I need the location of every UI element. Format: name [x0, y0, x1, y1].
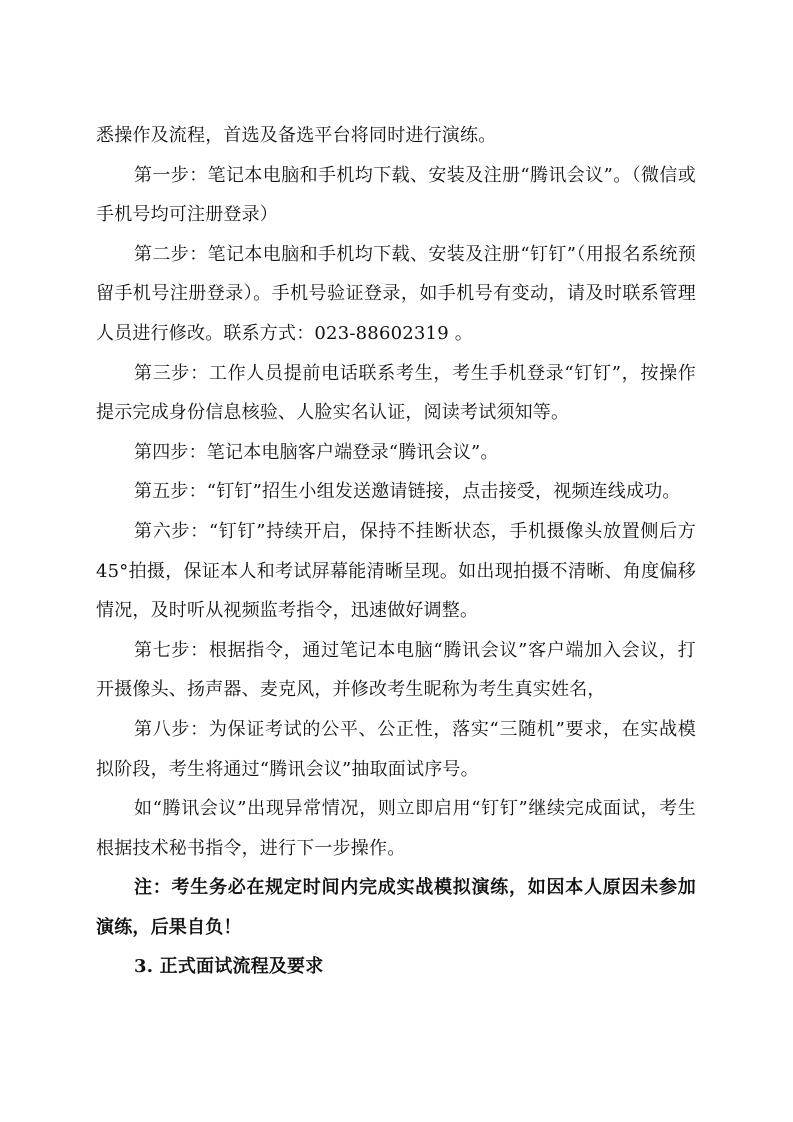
- section-heading: 3. 正式面试流程及要求: [134, 956, 324, 978]
- paragraph-step-6: 第六步：“钉钉”持续开启，保持不挂断状态，手机摄像头放置侧后方 45°拍摄，保证本人和考试屏幕能清晰呈现。如出现拍摄不清晰、角度偏移情况，及时听从视频监考指令，迅速做好调整。: [96, 520, 696, 622]
- document-body: [96, 116, 696, 987]
- paragraph-step-7: 第七步：根据指令，通过笔记本电脑“腾讯会议”客户端加入会议，打开摄像头、扬声器、麦克风，并修改考生昵称为考生真实姓名，: [96, 639, 696, 701]
- paragraph-step-5: 第五步：“钉钉”招生小组发送邀请链接，点击接受，视频连线成功。: [134, 481, 681, 503]
- note-paragraph: 注：考生务必在规定时间内完成实战模拟演练，如因本人原因未参加演练，后果自负！: [96, 877, 696, 938]
- paragraph-step-2: 第二步：笔记本电脑和手机均下载、安装及注册“钉钉”（用报名系统预留手机号注册登录）。手机号验证登录，如手机号有变动，请及时联系管理人员进行修改。联系方式：023-88602319 。: [96, 243, 696, 344]
- paragraph-step-4: 第四步：笔记本电脑客户端登录“腾讯会议”。: [134, 441, 499, 463]
- paragraph-step-3: 第三步：工作人员提前电话联系考生，考生手机登录“钉钉”，按操作提示完成身份信息核验、人脸实名认证，阅读考试须知等。: [96, 362, 696, 424]
- paragraph-step-8: 第八步：为保证考试的公平、公正性，落实“三随机”要求，在实战模拟阶段，考生将通过“腾讯会议”抽取面试序号。: [96, 718, 696, 780]
- paragraph-step-1: 第一步：笔记本电脑和手机均下载、安装及注册“腾讯会议”。（微信或手机号均可注册登录）: [96, 164, 696, 226]
- paragraph-continuation: 悉操作及流程，首选及备选平台将同时进行演练。: [96, 125, 497, 146]
- paragraph-fallback: 如“腾讯会议”出现异常情况，则立即启用“钉钉”继续完成面试，考生根据技术秘书指令，进行下一步操作。: [96, 798, 696, 859]
